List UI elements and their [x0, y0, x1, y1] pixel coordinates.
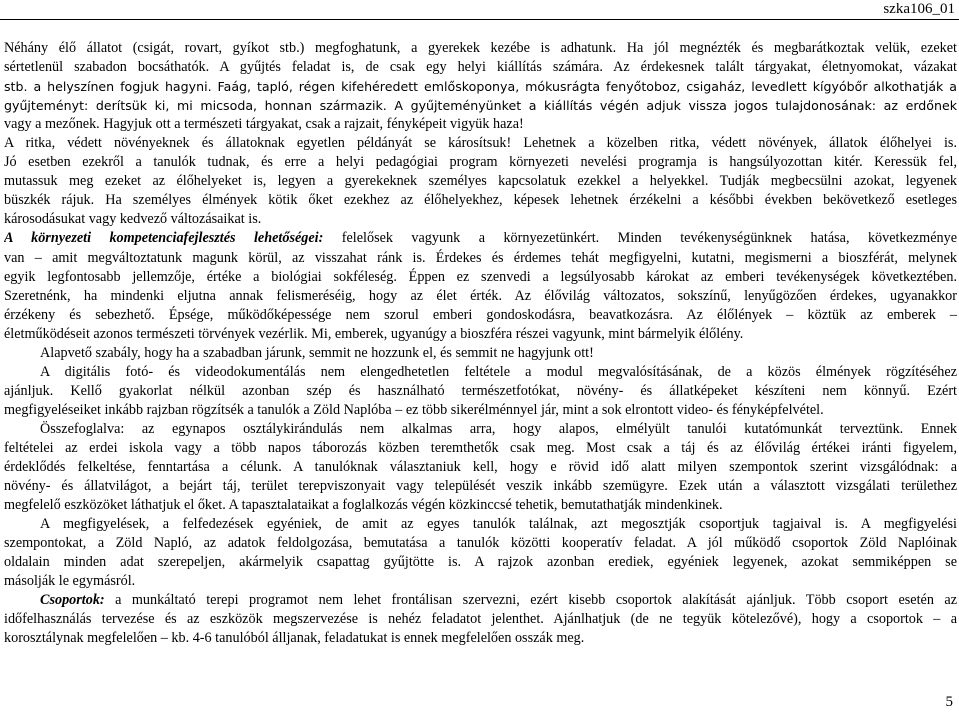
text-line: A ritka, védett növényeknek és állatoknak egyetlen példányát se károsítsuk! Lehetnek a közelben ritka, védett növények, állatok élőhelyei is. — [4, 135, 957, 152]
text-line: érzékeny és sebezhető. Épsége, működőképessége nem szorul emberi gondoskodásra, beavatkozásra. Az élőlények – köztük az emberek – — [4, 306, 957, 323]
text-run: a munkáltató terepi programot nem lehet frontálisan szervezni, ezért kisebb csoportok alakítását ajánljuk. Több csoport esetén az — [104, 592, 957, 609]
text-line: oldalain minden adat szerepeljen, akármelyik csapattag gyűjtötte is. A rajzok azonban erediek, egyéniek legyenek, azokat semmiképpen se — [4, 554, 957, 571]
section-heading: A környezeti kompetenciafejlesztés lehetőségei: — [4, 230, 324, 247]
text-line: mutassuk meg ezeket az élőhelyeket is, legyen a gyerekeknek személyes kapcsolatuk ezekkel a helyekkel. Tudják megbecsülni azokat, legyenek — [4, 173, 957, 190]
document-id: szka106_01 — [883, 1, 955, 17]
text-line: Alapvető szabály, hogy ha a szabadban járunk, semmit ne hozzunk el, és semmit ne hagyjunk ott! — [40, 344, 594, 361]
text-line: feltételei az erdei iskola vagy a több napos táborozás közben teremthetők csak meg. Most csak a táj és az élővilág értékei iránti figyelem, — [4, 439, 957, 456]
text-line: másolják le egymásról. — [4, 573, 136, 590]
text-line: büszkék rájuk. Ha személyes élmények kötik őket ezekhez az élőhelyekhez, képesek lehetnek érzékelni a későbbi években bekövetkező esetleges — [4, 192, 957, 209]
text-line: van – amit megváltoztatunk magunk körül, az visszahat ránk is. Érdekes és érdemes tehát megfigyelni, kutatni, megismerni a bioszférát, melynek — [4, 249, 957, 266]
text-line: Szeretnénk, ha mindenki eljutna annak felismeréséig, hogy az élet érték. Az élővilág változatos, sokszínű, lenyűgözően érdekes, ugyanakkor — [4, 287, 957, 304]
text-line: sértetlenül szabadon bocsáthatók. A gyűjtés feladat is, de csak egy helyi kiállítás számára. Az érdekesnek talált tárgyakat, életnyomokat, vázakat — [4, 59, 957, 76]
text-line: korosztálynak megfelelően – kb. 4-6 tanulóból álljanak, feladatukat is ennek megfelelően osszák meg. — [4, 630, 585, 647]
text-line: Néhány élő állatot (csigát, rovart, gyíkot stb.) megfoghatunk, a gyerekek kezébe is adhatunk. Ha jól megnézték és megbarátkoztak velük, ezeket — [4, 40, 957, 56]
text-line: életműködéseit azonos természeti törvények vezérlik. Mi, emberek, ugyanúgy a bioszféra részei vagyunk, mint bármelyik élőlény. — [4, 325, 744, 342]
text-line: érdeklődés felkeltése, fenntartása a célunk. A tanulóknak választaniuk kell, hogy e rövid idő alatt milyen szempontok szerint vizsgálódnak: a — [4, 459, 957, 476]
text-line: megfigyeléseiket inkább rajzban rögzítsék a tanulók a Zöld Naplóba – ez több sikerélménnyel jár, mint a sok elrontott video- és fényképfelvétel. — [4, 401, 824, 418]
text-line: vagy a mezőnek. Hagyjuk ott a természeti tárgyakat, csak a rajzait, fényképeit vigyük haza! — [4, 116, 524, 133]
document-body — [4, 39, 957, 649]
text-line — [4, 229, 957, 248]
text-line: egyik legfontosabb jellemzője, értéke a biológiai sokféleség. Éppen ez szenvedi a legsúlyosabb károkat az emberi tevékenységek következtében. — [4, 268, 957, 285]
text-line: megfelelő eszközöket láthatjuk el őket. A tapasztalataikat a foglalkozás végén közkinccsé tehetik, bemutathatják mindenkinek. — [4, 497, 723, 514]
text-line: növény- és állatvilágot, a bejárt táj, terület terepviszonyait vagy települését veszik inkább szemügyre. Ezek után a választott vizsgálati területhez — [4, 478, 957, 495]
text-line: stb. a helyszínen fogjuk hagyni. Faág, tapló, régen kifehéredett emlőskoponya, mókusrágta fenyőtoboz, csigaház, levedlett kígyóbőr alkothatják a — [4, 79, 957, 95]
text-line: Jó esetben ezekről a tanulók tudnak, és erre a helyi pedagógiai program környezeti nevelési programja is hangsúlyozottan kitér. Keressük fel, — [4, 154, 957, 171]
section-heading: Csoportok: — [40, 592, 105, 609]
text-line: időfelhasználás tervezése és az eszközök megszervezése is nehéz feladatot jelenthet. Ajánlhatjuk (de ne tegyük kötelezővé), hogy a csoportok – a — [4, 611, 957, 628]
text-line: A megfigyelések, a felfedezések egyéniek, de amit az egyes tanulók találnak, azt megosztják csoportjuk tagjaival is. A megfigyelési — [40, 516, 957, 533]
text-line: ajánljuk. Kellő gyakorlat nélkül azonban szép és használható természetfotókat, növény- és állatképeket készíteni nem könnyű. Ezért — [4, 382, 957, 399]
text-line — [4, 591, 957, 610]
text-line: A digitális fotó- és videodokumentálás nem elengedhetetlen feltétele a modul megvalósításának, de a közös élmények rögzítéséhez — [40, 363, 957, 380]
page-number: 5 — [945, 694, 953, 710]
text-line: gyűjteményt: derítsük ki, mi micsoda, honnan származik. A gyűjteményünket a kiállítás végén adjuk vissza jogos tulajdonosának: az erdőnek — [4, 98, 957, 114]
header-rule — [0, 19, 959, 20]
text-line: károsodásukat vagy kedvező változásaikat is. — [4, 211, 262, 228]
text-line: szempontokat, a Zöld Napló, az adatok feldolgozása, bemutatása a tanulók közötti kooperatív feladat. A jól működő csoportok Zöld Naplóinak — [4, 535, 957, 552]
text-line: Összefoglalva: az egynapos osztálykirándulás nem alkalmas arra, hogy alapos, elmélyült tanulói kutatómunkát terveztünk. Ennek — [40, 420, 957, 437]
text-run: felelősek vagyunk a környezetünkért. Minden tevékenységünknek hatása, következménye — [323, 230, 957, 247]
